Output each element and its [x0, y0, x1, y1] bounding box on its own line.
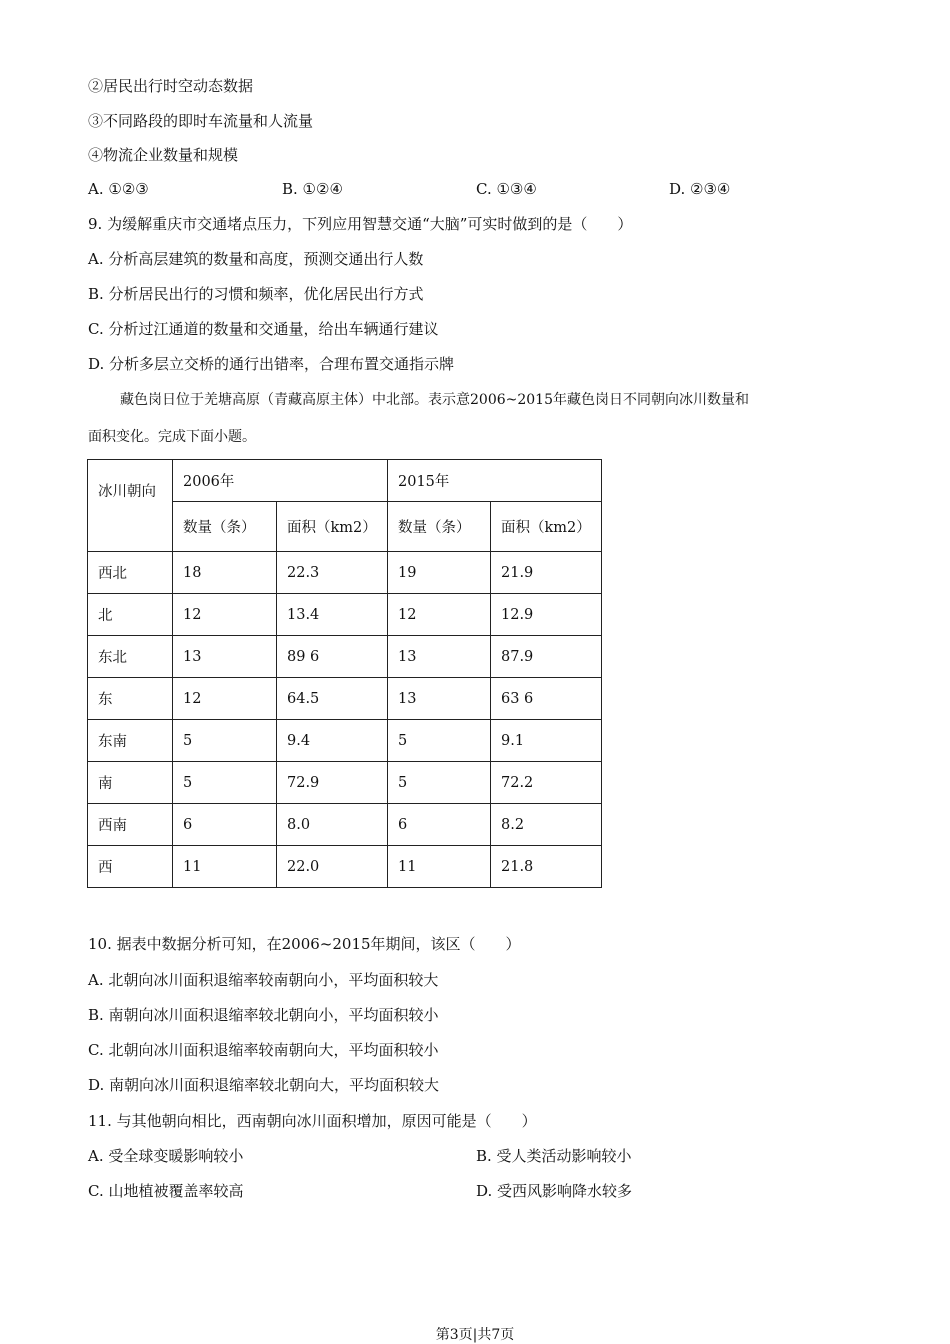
value-cell: 13: [173, 636, 277, 678]
orientation-cell: 北: [88, 594, 173, 636]
item-3: ③不同路段的即时车流量和人流量: [88, 112, 314, 130]
value-cell: 5: [388, 720, 491, 762]
item-4: ④物流企业数量和规模: [88, 146, 239, 164]
table-row: [88, 762, 602, 804]
value-cell: 89 6: [277, 636, 388, 678]
q9-stem: 9. 为缓解重庆市交通堵点压力，下列应用智慧交通“大脑”可实时做到的是（ ）: [88, 215, 633, 233]
year-2015-header: 2015年: [388, 460, 602, 502]
value-cell: 87.9: [491, 636, 602, 678]
q10-stem: 10. 据表中数据分析可知，在2006~2015年期间，该区（ ）: [88, 935, 521, 953]
value-cell: 8.0: [277, 804, 388, 846]
value-cell: 21.8: [491, 846, 602, 888]
q9-option-c: C. 分析过江通道的数量和交通量，给出车辆通行建议: [88, 320, 439, 338]
value-cell: 22.0: [277, 846, 388, 888]
subheader: 数量（条）: [173, 502, 277, 552]
q8-option-b: B. ①②④: [282, 180, 343, 198]
year-2006-header: 2006年: [173, 460, 388, 502]
value-cell: 21.9: [491, 552, 602, 594]
value-cell: 5: [388, 762, 491, 804]
subheader: 面积（km2）: [491, 502, 602, 552]
value-cell: 12: [388, 594, 491, 636]
table-row: [88, 636, 602, 678]
orientation-cell: 东南: [88, 720, 173, 762]
value-cell: 11: [173, 846, 277, 888]
value-cell: 22.3: [277, 552, 388, 594]
q10-option-b: B. 南朝向冰川面积退缩率较北朝向小，平均面积较小: [88, 1006, 439, 1024]
value-cell: 18: [173, 552, 277, 594]
page-footer: 第3页|共7页: [435, 1327, 515, 1343]
value-cell: 12: [173, 678, 277, 720]
orientation-cell: 南: [88, 762, 173, 804]
value-cell: 72.9: [277, 762, 388, 804]
q8-option-d: D. ②③④: [669, 180, 731, 198]
q11-option-c: C. 山地植被覆盖率较高: [88, 1182, 244, 1200]
value-cell: 72.2: [491, 762, 602, 804]
orientation-cell: 西: [88, 846, 173, 888]
q9-option-b: B. 分析居民出行的习惯和频率，优化居民出行方式: [88, 285, 424, 303]
table-row: [88, 846, 602, 888]
orientation-cell: 西南: [88, 804, 173, 846]
corner-header: 冰川朝向: [88, 460, 173, 552]
value-cell: 64.5: [277, 678, 388, 720]
passage-line-1: 藏色岗日位于羌塘高原（青藏高原主体）中北部。表示意2006~2015年藏色岗日不同朝向冰川数量和: [120, 392, 749, 408]
value-cell: 13.4: [277, 594, 388, 636]
value-cell: 9.1: [491, 720, 602, 762]
q10-option-c: C. 北朝向冰川面积退缩率较南朝向大，平均面积较小: [88, 1041, 439, 1059]
table-row: [88, 552, 602, 594]
q11-option-a: A. 受全球变暖影响较小: [88, 1147, 244, 1165]
q11-option-b: B. 受人类活动影响较小: [476, 1147, 632, 1165]
q9-option-a: A. 分析高层建筑的数量和高度，预测交通出行人数: [88, 250, 424, 268]
value-cell: 5: [173, 762, 277, 804]
q10-option-d: D. 南朝向冰川面积退缩率较北朝向大，平均面积较大: [88, 1076, 440, 1094]
value-cell: 6: [173, 804, 277, 846]
q10-option-a: A. 北朝向冰川面积退缩率较南朝向小，平均面积较大: [88, 971, 439, 989]
passage-line-2: 面积变化。完成下面小题。: [88, 429, 256, 445]
value-cell: 5: [173, 720, 277, 762]
value-cell: 12.9: [491, 594, 602, 636]
q8-option-a: A. ①②③: [88, 180, 149, 198]
table-row: [88, 678, 602, 720]
subheader: 面积（km2）: [277, 502, 388, 552]
value-cell: 12: [173, 594, 277, 636]
value-cell: 13: [388, 636, 491, 678]
value-cell: 63 6: [491, 678, 602, 720]
value-cell: 19: [388, 552, 491, 594]
table-row: [88, 804, 602, 846]
value-cell: 13: [388, 678, 491, 720]
q11-option-d: D. 受西风影响降水较多: [476, 1182, 633, 1200]
orientation-cell: 东: [88, 678, 173, 720]
value-cell: 6: [388, 804, 491, 846]
q9-option-d: D. 分析多层立交桥的通行出错率，合理布置交通指示牌: [88, 355, 455, 373]
orientation-cell: 东北: [88, 636, 173, 678]
q8-option-c: C. ①③④: [476, 180, 537, 198]
q11-stem: 11. 与其他朝向相比，西南朝向冰川面积增加，原因可能是（ ）: [88, 1112, 537, 1130]
table-row: [88, 594, 602, 636]
orientation-cell: 西北: [88, 552, 173, 594]
value-cell: 8.2: [491, 804, 602, 846]
value-cell: 11: [388, 846, 491, 888]
item-2: ②居民出行时空动态数据: [88, 77, 254, 95]
subheader: 数量（条）: [388, 502, 491, 552]
value-cell: 9.4: [277, 720, 388, 762]
glacier-table: [87, 459, 602, 888]
table-row: [88, 720, 602, 762]
